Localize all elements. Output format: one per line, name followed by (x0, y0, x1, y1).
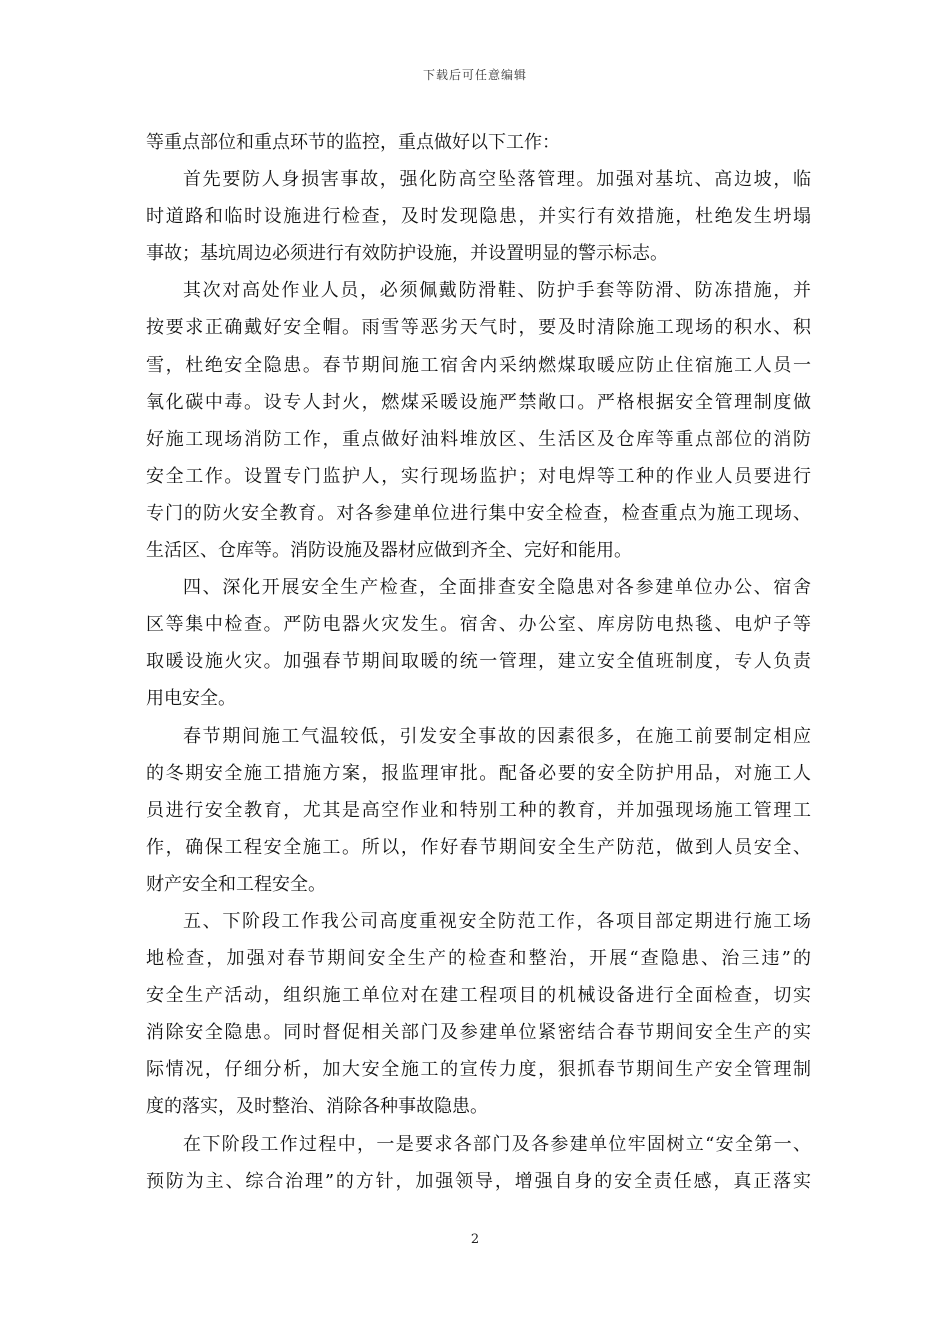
document-body (146, 124, 811, 1200)
text-line: 消除安全隐患。同时督促相关部门及参建单位紧密结合春节期间安全生产的实 (146, 1022, 811, 1044)
text-line: 好施工现场消防工作，重点做好油料堆放区、生活区及仓库等重点部位的消防 (146, 428, 811, 450)
text-line: 专门的防火安全教育。对各参建单位进行集中安全检查，检查重点为施工现场、 (146, 502, 811, 524)
text-line: 事故；基坑周边必须进行有效防护设施，并设置明显的警示标志。 (146, 243, 668, 265)
text-line: 氧化碳中毒。设专人封火，燃煤采暖设施严禁敞口。严格根据安全管理制度做 (146, 391, 811, 413)
text-line: 按要求正确戴好安全帽。雨雪等恶劣天气时，要及时清除施工现场的积水、积 (146, 317, 811, 339)
text-line: 等重点部位和重点环节的监控，重点做好以下工作： (146, 132, 560, 153)
text-line: 安全工作。设置专门监护人，实行现场监护；对电焊等工种的作业人员要进行 (146, 465, 811, 487)
text-line: 在下阶段工作过程中，一是要求各部门及各参建单位牢固树立“安全第一、 (183, 1133, 811, 1155)
text-line: 度的落实，及时整治、消除各种事故隐患。 (146, 1096, 488, 1118)
page-header: 下载后可任意编辑 (422, 68, 527, 82)
page-number: 2 (470, 1232, 480, 1247)
text-line: 四、深化开展安全生产检查，全面排查安全隐患对各参建单位办公、宿舍 (183, 577, 811, 599)
text-line: 时道路和临时设施进行检查，及时发现隐患，并实行有效措施，杜绝发生坍塌 (146, 206, 811, 228)
text-line: 雪，杜绝安全隐患。春节期间施工宿舍内采纳燃煤取暖应防止住宿施工人员一 (146, 354, 811, 376)
text-line: 生活区、仓库等。消防设施及器材应做到齐全、完好和能用。 (146, 540, 632, 562)
text-line: 作，确保工程安全施工。所以，作好春节期间安全生产防范，做到人员安全、 (146, 836, 811, 858)
text-line: 其次对高处作业人员，必须佩戴防滑鞋、防护手套等防滑、防冻措施，并 (183, 280, 811, 302)
text-line: 的冬期安全施工措施方案，报监理审批。配备必要的安全防护用品，对施工人 (146, 762, 811, 784)
text-line: 春节期间施工气温较低，引发安全事故的因素很多，在施工前要制定相应 (183, 725, 811, 747)
text-line: 财产安全和工程安全。 (146, 873, 326, 895)
text-line: 区等集中检查。严防电器火灾发生。宿舍、办公室、库房防电热毯、电炉子等 (146, 614, 811, 636)
text-line: 预防为主、综合治理”的方针，加强领导，增强自身的安全责任感，真正落实 (146, 1170, 811, 1192)
text-line: 用电安全。 (146, 688, 236, 710)
text-line: 员进行安全教育，尤其是高空作业和特别工种的教育，并加强现场施工管理工 (146, 799, 811, 821)
text-line: 五、下阶段工作我公司高度重视安全防范工作，各项目部定期进行施工场 (183, 910, 811, 932)
text-line: 首先要防人身损害事故，强化防高空坠落管理。加强对基坑、高边坡，临 (183, 169, 811, 191)
text-line: 际情况，仔细分析，加大安全施工的宣传力度，狠抓春节期间生产安全管理制 (146, 1059, 811, 1081)
text-line: 地检查，加强对春节期间安全生产的检查和整治，开展“查隐患、治三违”的 (146, 948, 811, 970)
text-line: 取暖设施火灾。加强春节期间取暖的统一管理，建立安全值班制度，专人负责 (146, 651, 811, 673)
text-line: 安全生产活动，组织施工单位对在建工程项目的机械设备进行全面检查，切实 (146, 985, 811, 1007)
